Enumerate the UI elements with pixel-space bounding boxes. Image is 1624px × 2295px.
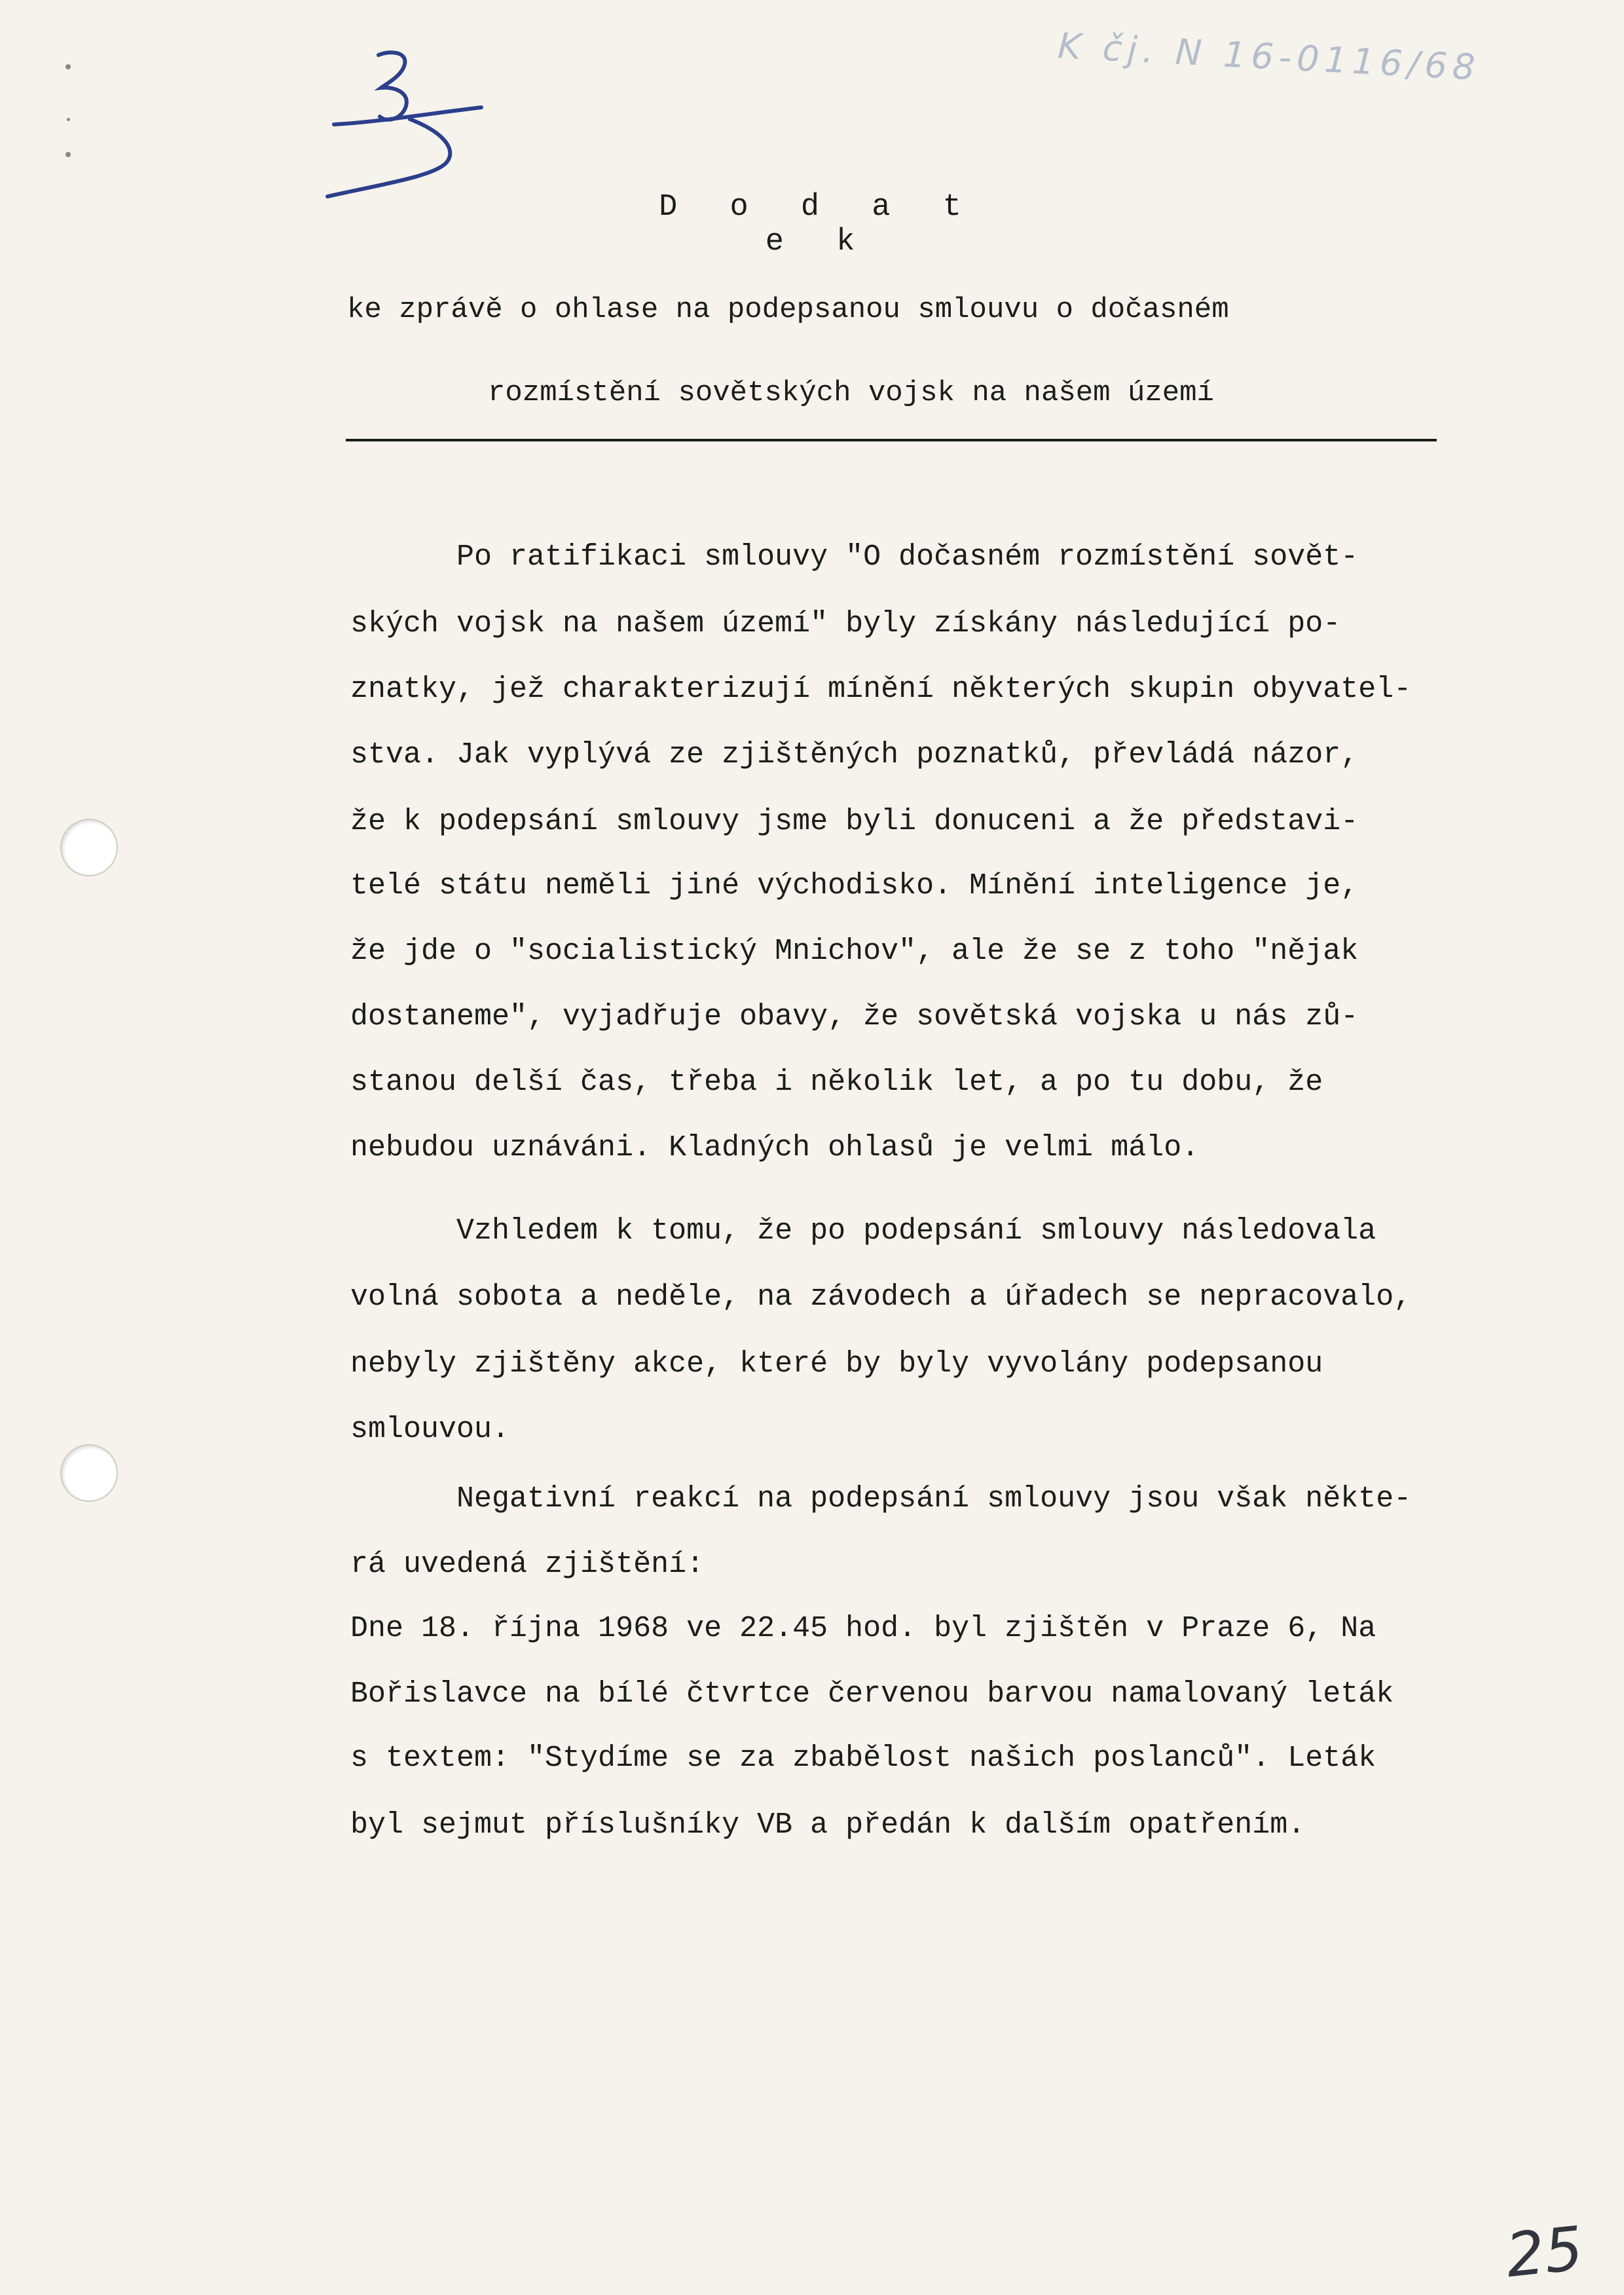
body-line: stva. Jak vyplývá ze zjištěných poznatků, převládá názor, bbox=[350, 738, 1359, 772]
punch-hole bbox=[60, 1444, 118, 1502]
body-line: nebudou uznáváni. Kladných ohlasů je velmi málo. bbox=[350, 1131, 1200, 1165]
body-line: Po ratifikaci smlouvy "O dočasném rozmístění sovět- bbox=[350, 540, 1359, 574]
body-line: volná sobota a neděle, na závodech a úřadech se nepracovalo, bbox=[350, 1280, 1412, 1314]
body-line: telé státu neměli jiné východisko. Mínění inteligence je, bbox=[350, 869, 1359, 903]
title-underline bbox=[346, 439, 1437, 441]
document-title: D o d a t e k bbox=[659, 190, 978, 259]
handwritten-mark-icon bbox=[321, 46, 491, 216]
body-line: Bořislavce na bílé čtvrtce červenou barvou namalovaný leták bbox=[350, 1677, 1394, 1711]
body-line: dostaneme", vyjadřuje obavy, že sovětská vojska u nás zů- bbox=[350, 1000, 1359, 1034]
edge-mark bbox=[65, 64, 71, 69]
body-line: rá uvedená zjištění: bbox=[350, 1548, 705, 1581]
edge-mark bbox=[65, 152, 71, 157]
body-line: že jde o "socialistický Mnichov", ale že se z toho "nějak bbox=[350, 935, 1359, 968]
body-line: že k podepsání smlouvy jsme byli donuceni a že představi- bbox=[350, 805, 1359, 838]
body-line: znatky, jež charakterizují mínění některých skupin obyvatel- bbox=[350, 673, 1412, 706]
body-line: stanou delší čas, třeba i několik let, a po tu dobu, že bbox=[350, 1066, 1323, 1099]
body-line: smlouvou. bbox=[350, 1413, 510, 1446]
punch-hole bbox=[60, 819, 118, 876]
subtitle-line: rozmístění sovětských vojsk na našem území bbox=[488, 377, 1214, 409]
body-line: ských vojsk na našem území" byly získány následující po- bbox=[350, 607, 1341, 641]
subtitle-line: ke zprávě o ohlase na podepsanou smlouvu o dočasném bbox=[347, 293, 1229, 326]
body-line: Negativní reakcí na podepsání smlouvy jsou však někte- bbox=[350, 1482, 1412, 1516]
body-line: Dne 18. října 1968 ve 22.45 hod. byl zjištěn v Praze 6, Na bbox=[350, 1612, 1376, 1645]
body-line: Vzhledem k tomu, že po podepsání smlouvy následovala bbox=[350, 1214, 1376, 1248]
body-line: nebyly zjištěny akce, které by byly vyvolány podepsanou bbox=[350, 1347, 1323, 1381]
page-number: 25 bbox=[1502, 2213, 1587, 2291]
body-line: s textem: "Stydíme se za zbabělost našich poslanců". Leták bbox=[350, 1742, 1376, 1775]
edge-mark bbox=[67, 118, 70, 121]
reference-mark: K čj. N 16-0116/68 bbox=[1056, 25, 1481, 88]
body-line: byl sejmut příslušníky VB a předán k dalším opatřením. bbox=[350, 1808, 1306, 1842]
